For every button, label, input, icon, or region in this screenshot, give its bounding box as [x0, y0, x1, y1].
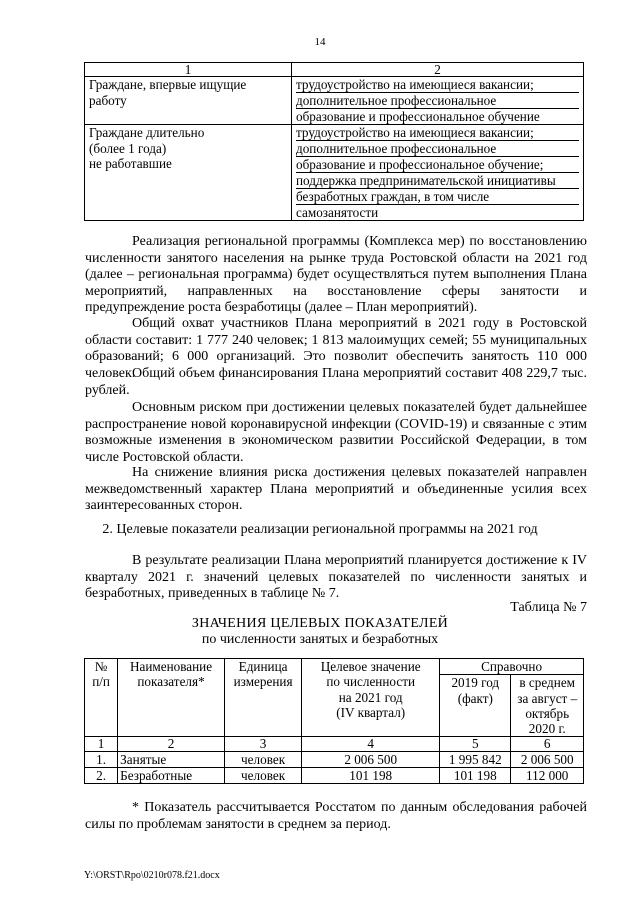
- header-line: (факт): [457, 690, 493, 706]
- cell-line: образование и профессиональное обучение: [296, 109, 540, 124]
- header-indicator-name: [118, 659, 225, 737]
- indicator-name: Безработные: [118, 768, 225, 784]
- header-line: 2019 год: [451, 675, 500, 691]
- column-numbers-row: [85, 737, 584, 752]
- header-line: в среднем: [519, 675, 576, 691]
- table-row: [85, 77, 584, 125]
- cell-line: Граждане длительно: [89, 125, 205, 140]
- header-line: Наименование: [129, 659, 213, 674]
- header-num: [85, 659, 118, 737]
- column-number: 3: [224, 737, 301, 752]
- header-line: (IV квартал): [336, 704, 406, 720]
- table-header-row: [85, 63, 584, 77]
- header-line: показателя*: [137, 674, 205, 690]
- column-number: 1: [85, 63, 292, 77]
- row-number: 2.: [85, 768, 118, 784]
- header-reference: Справочно: [440, 659, 584, 675]
- paragraph-program-implementation: Реализация региональной программы (Комплекса мер) по восстановлению численности занятого населения на рынке труда Ростовской области на 2021 год (далее – региональная программа) будет осуществляться путем выполнения Плана мероприятий, направленных на восстановление сферы занятости и предупреждение роста безработицы (далее – План мероприятий).: [85, 234, 587, 316]
- cell-line: дополнительное профессиональное: [296, 141, 579, 157]
- column-number: 2: [118, 737, 225, 752]
- header-line: п/п: [92, 674, 110, 690]
- header-avg-2020: [511, 675, 584, 737]
- header-fact-2019: [440, 675, 511, 737]
- target-value: 2 006 500: [302, 752, 440, 768]
- header-line: Целевое значение: [320, 659, 421, 674]
- fact-2019: 1 995 842: [440, 752, 511, 768]
- fact-2019: 101 198: [440, 768, 511, 784]
- table-row: [85, 125, 584, 221]
- cell-line: образование и профессиональное обучение;: [296, 157, 579, 173]
- cell-line: не работавшие: [89, 156, 172, 171]
- measures-table: [84, 62, 584, 221]
- cell-line: работу: [89, 92, 127, 108]
- paragraph-financing: Общий объем финансирования Плана мероприятий составит 408 229,7 тыс. рублей.: [85, 366, 587, 398]
- cell-line: поддержка предпринимательской инициативы: [296, 173, 579, 189]
- header-line: №: [94, 659, 108, 674]
- cell-line: (более 1 года): [89, 140, 167, 156]
- file-path: Y:\ORST\Rpo\0210r078.f21.docx: [84, 870, 220, 881]
- header-line: по численности: [326, 674, 416, 690]
- cell-line: дополнительное профессиональное: [296, 93, 579, 109]
- header-line: 2020 г.: [528, 721, 566, 737]
- column-number: 5: [440, 737, 511, 752]
- table-subtitle: по численности занятых и безработных: [201, 632, 439, 647]
- paragraph-coverage: Общий охват участников Плана мероприятий в 2021 году в Ростовской области составит: 1 777 240 человек; 1 813 малоимущих семей; 55 муниципальных образований; 6 000 организаций. Это позволит обеспечить занятость 110 000 человек.: [85, 316, 587, 381]
- paragraph-risk-mitigation: На снижение влияния риска достижения целевых показателей направлен межведомственный характер Плана мероприятий и объединенные усилия всех заинтересованных сторон.: [85, 465, 587, 514]
- avg-2020: 2 006 500: [511, 752, 584, 768]
- header-line: октябрь: [525, 705, 570, 721]
- measures-cell: [292, 77, 584, 125]
- header-line: за август –: [517, 690, 578, 706]
- unit: человек: [224, 768, 301, 784]
- unit: человек: [224, 752, 301, 768]
- measures-cell: [292, 125, 584, 221]
- indicator-name: Занятые: [118, 752, 225, 768]
- table-header-row: [85, 659, 584, 675]
- cell-line: трудоустройство на имеющиеся вакансии;: [296, 77, 579, 93]
- header-line: на 2021 год: [338, 689, 403, 705]
- table-row: [85, 752, 584, 768]
- citizen-group-cell: [85, 77, 292, 125]
- header-line: измерения: [233, 674, 293, 690]
- column-number: 4: [302, 737, 440, 752]
- header-unit: [224, 659, 301, 737]
- column-number: 6: [511, 737, 584, 752]
- target-value: 101 198: [302, 768, 440, 784]
- header-target-value: [302, 659, 440, 737]
- cell-line: самозанятости: [296, 205, 379, 220]
- avg-2020: 112 000: [511, 768, 584, 784]
- footnote: * Показатель рассчитывается Росстатом по данным обследования рабочей силы по проблемам занятости в среднем за период.: [85, 800, 587, 832]
- cell-line: Граждане, впервые ищущие: [89, 77, 247, 92]
- header-line: Единица: [238, 659, 288, 674]
- section-heading: 2. Целевые показатели реализации региональной программы на 2021 год: [102, 522, 538, 537]
- target-indicators-table: [84, 658, 584, 784]
- table-number: Таблица № 7: [510, 600, 587, 615]
- cell-line: трудоустройство на имеющиеся вакансии;: [296, 125, 579, 141]
- column-number: 2: [292, 63, 584, 77]
- table-title: ЗНАЧЕНИЯ ЦЕЛЕВЫХ ПОКАЗАТЕЛЕЙ: [191, 616, 449, 631]
- row-number: 1.: [85, 752, 118, 768]
- column-number: 1: [85, 737, 118, 752]
- page-number: 14: [314, 36, 326, 48]
- paragraph-risk: Основным риском при достижении целевых показателей будет дальнейшее распространение новой коронавирусной инфекции (COVID-19) и связанные с этим возможные изменения в экономическом развитии Российской Федерации, в том числе Ростовской области.: [85, 400, 587, 465]
- table-row: [85, 768, 584, 784]
- paragraph-target-indicators: В результате реализации Плана мероприятий планируется достижение к IV кварталу 2021 г. значений целевых показателей по численности занятых и безработных, приведенных в таблице № 7.: [85, 553, 587, 602]
- citizen-group-cell: [85, 125, 292, 221]
- cell-line: безработных граждан, в том числе: [296, 189, 579, 205]
